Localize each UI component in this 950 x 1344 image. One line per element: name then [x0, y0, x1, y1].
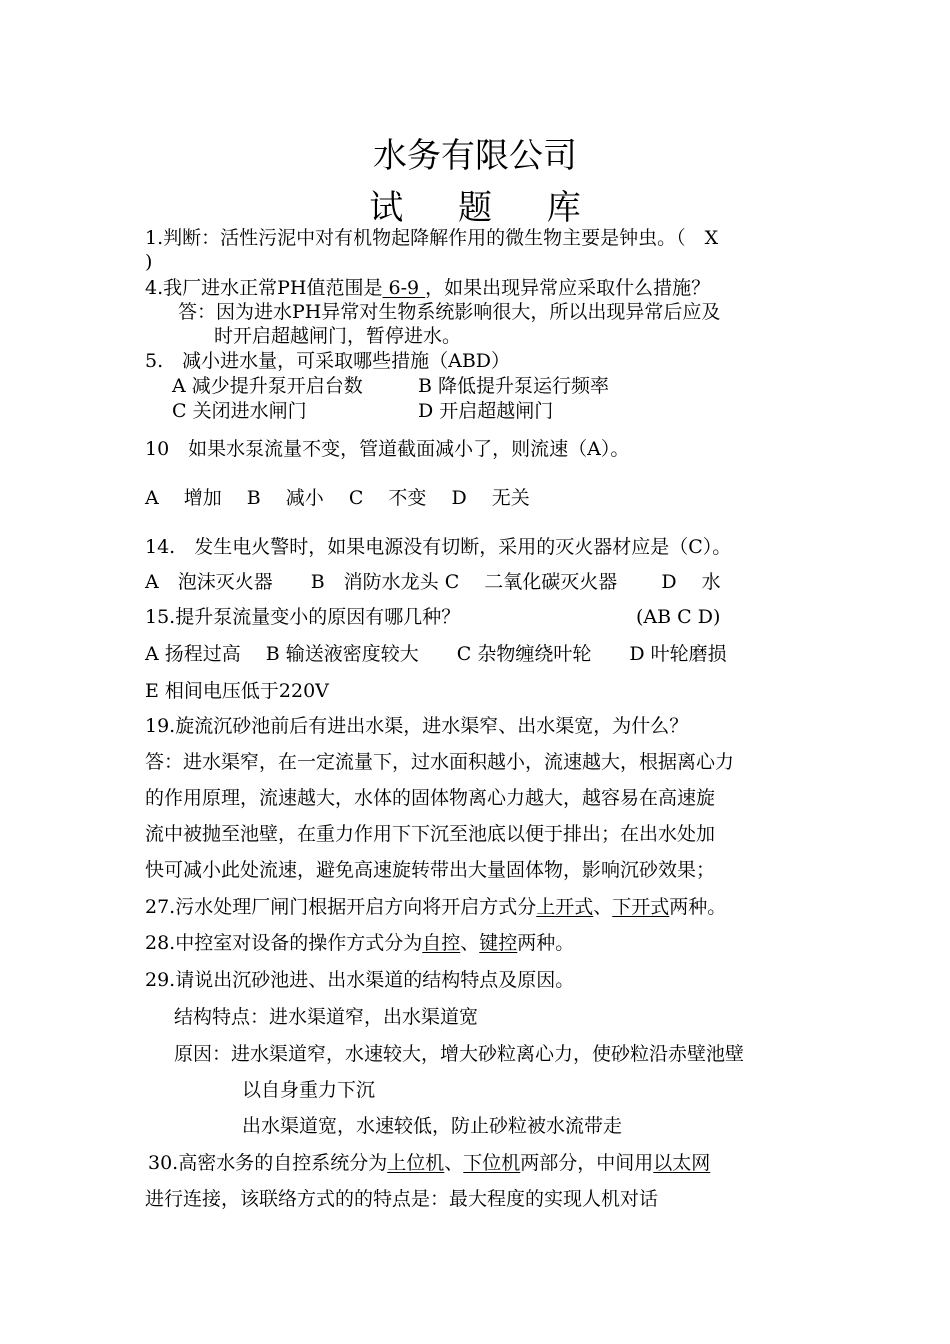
question-28-answer-2: 键控 — [479, 932, 518, 954]
question-5-option-d: D 开启超越闸门 — [418, 400, 554, 422]
question-30-line-2: 进行连接，该联络方式的的特点是：最大程度的实现人机对话 — [145, 1188, 659, 1210]
question-4 — [145, 276, 710, 300]
question-19-answer-2: 的作用原理，流速越大，水体的固体物离心力越大，越容易在高速旋 — [145, 787, 716, 809]
question-28-prefix: 28.中控室对设备的操作方式分为 — [145, 932, 423, 954]
question-4-answer-1: 答：因为进水PH异常对生物系统影响很大，所以出现异常后应及 — [178, 301, 721, 323]
question-15-option-e: E 相间电压低于220V — [145, 680, 329, 702]
question-30-separator: 、 — [444, 1152, 464, 1174]
question-30-prefix: 30.高密水务的自控系统分为 — [148, 1152, 388, 1174]
question-29-reason-1: 原因：进水渠道窄，水速较大，增大砂粒离心力，使砂粒沿赤壁池壁 — [174, 1043, 745, 1065]
question-27-prefix: 27.污水处理厂闸门根据开启方向将开启方式分 — [145, 896, 537, 918]
question-5-option-b: B 降低提升泵运行频率 — [418, 375, 610, 397]
question-1-wrap: ) — [145, 251, 153, 273]
question-4-prefix: 4.我厂进水正常PH值范围是 — [145, 277, 383, 299]
question-10: 10 如果水泵流量不变，管道截面减小了，则流速（A）。 — [145, 438, 630, 460]
question-29-reason-3: 出水渠道宽，水速较低，防止砂粒被水流带走 — [242, 1115, 623, 1137]
question-29: 29.请说出沉砂池进、出水渠道的结构特点及原因。 — [145, 969, 575, 991]
question-29-feature: 结构特点：进水渠道窄，出水渠道宽 — [174, 1006, 479, 1028]
question-19-answer-1: 答：进水渠窄，在一定流量下，过水面积越小，流速越大，根据离心力 — [145, 751, 735, 773]
question-10-options: A 增加 B 减小 C 不变 D 无关 — [145, 487, 530, 509]
question-30 — [148, 1151, 710, 1175]
question-1: 1.判断：活性污泥中对有机物起降解作用的微生物主要是钟虫。（ X — [145, 227, 719, 249]
question-14-options: A 泡沫灭火器 B 消防水龙头 C 二氧化碳灭火器 D 水 — [145, 571, 721, 593]
question-19: 19.旋流沉砂池前后有进出水渠，进水渠窄、出水渠宽，为什么？ — [145, 715, 689, 737]
question-27-separator: 、 — [593, 896, 613, 918]
document-subtitle: 试 题 库 — [369, 188, 603, 228]
question-28-separator: 、 — [460, 932, 480, 954]
question-30-answer-3: 以太网 — [653, 1152, 711, 1174]
question-4-answer-2: 时开启超越闸门，暂停进水。 — [214, 325, 462, 347]
question-27 — [145, 895, 726, 919]
question-15-answer: (AB C D) — [636, 606, 721, 628]
question-27-answer-1: 上开式 — [536, 896, 594, 918]
question-5-option-a: A 减少提升泵开启台数 — [172, 375, 363, 397]
question-19-answer-3: 流中被抛至池壁，在重力作用下下沉至池底以便于排出；在出水处加 — [145, 823, 716, 845]
question-30-answer-1: 上位机 — [387, 1152, 445, 1174]
question-5: 5. 减小进水量，可采取哪些措施（ABD） — [145, 350, 511, 372]
question-4-blank: 6-9 — [382, 277, 426, 299]
question-27-suffix: 两种。 — [669, 896, 727, 918]
question-19-answer-4: 快可减小此处流速，避免高速旋转带出大量固体物，影响沉砂效果； — [145, 859, 716, 881]
question-28-answer-1: 自控 — [422, 932, 461, 954]
question-14: 14. 发生电火警时，如果电源没有切断，采用的灭火器材应是（C）。 — [145, 536, 732, 558]
question-15-options: A 扬程过高 B 输送液密度较大 C 杂物缠绕叶轮 D 叶轮磨损 — [145, 643, 727, 665]
question-28 — [145, 931, 574, 955]
question-29-reason-2: 以自身重力下沉 — [242, 1079, 376, 1101]
question-27-answer-2: 下开式 — [612, 896, 670, 918]
question-30-middle: 两部分，中间用 — [520, 1152, 654, 1174]
company-title: 水务有限公司 — [373, 136, 577, 176]
question-4-suffix: ，如果出现异常应采取什么措施？ — [425, 277, 711, 299]
question-30-answer-2: 下位机 — [463, 1152, 521, 1174]
question-5-option-c: C 关闭进水闸门 — [172, 400, 307, 422]
question-15: 15.提升泵流量变小的原因有哪几种？ — [145, 606, 461, 628]
question-28-suffix: 两种。 — [517, 932, 575, 954]
